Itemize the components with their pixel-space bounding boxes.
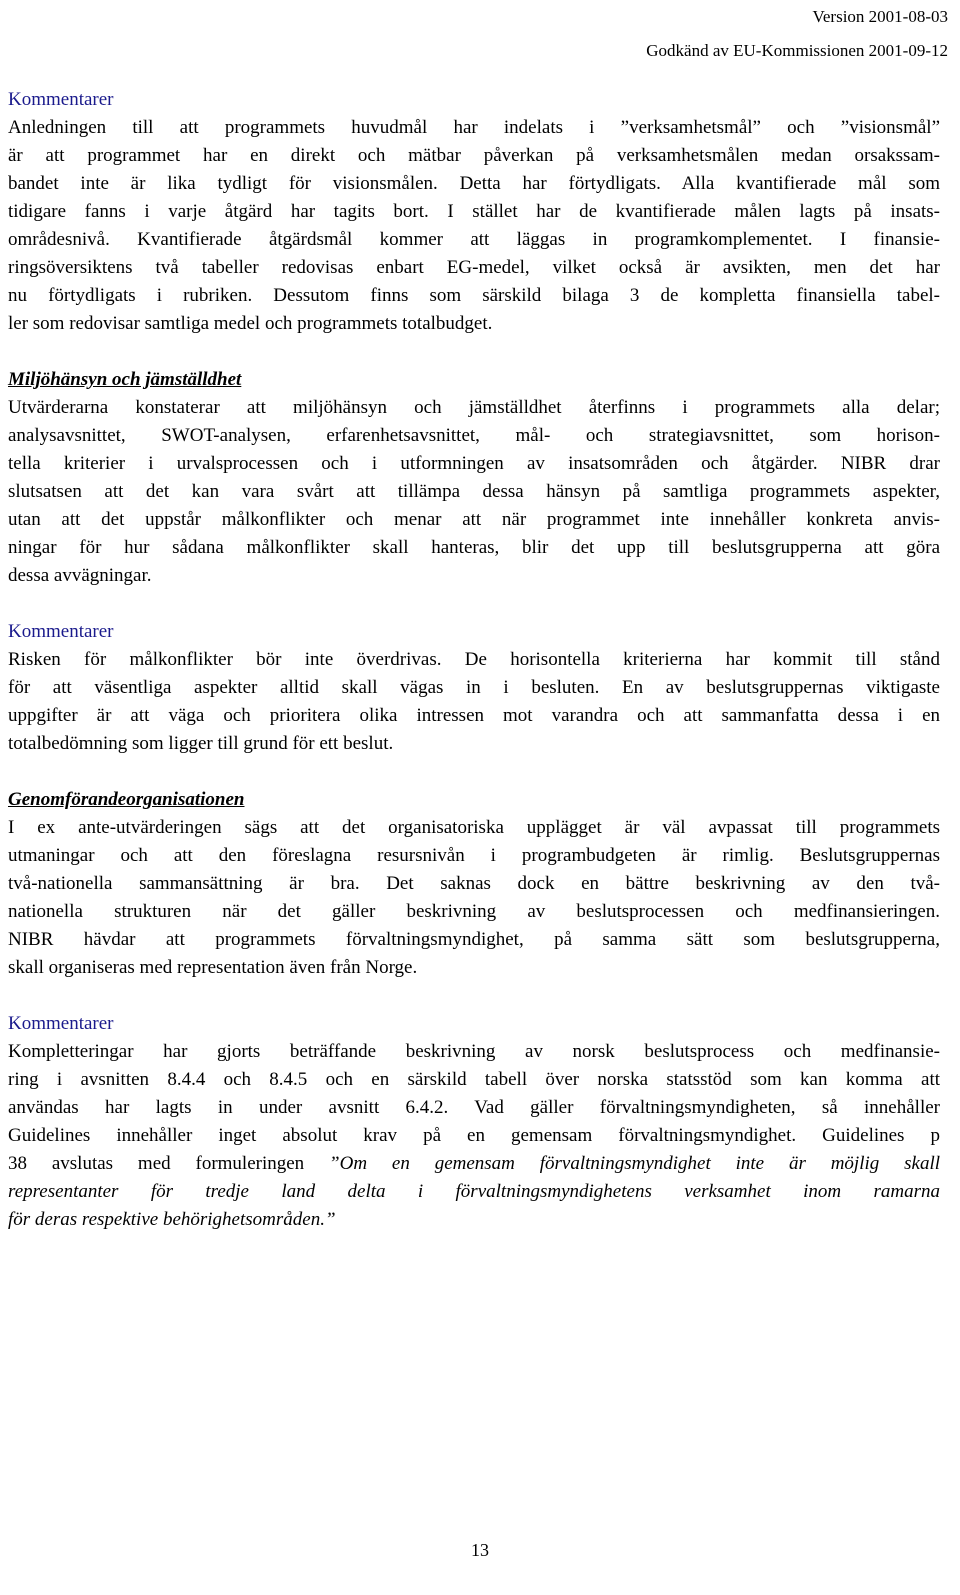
text-line: tidigare fanns i varje åtgärd har tagits bort. I stället har de kvantifierade målen lagts på insats- [8, 201, 940, 222]
comments-section-2 [8, 618, 940, 758]
text-line: bandet inte är lika tydligt för visionsmålen. Detta har förtydligats. Alla kvantifierade mål som [8, 173, 940, 194]
text-line: ningar för hur sådana målkonflikter skall hanteras, blir det upp till beslutsgrupperna att göra [8, 537, 940, 558]
text-line: är att programmet har en direkt och mätbar påverkan på verksamhetsmålen medan orsakssam- [8, 145, 940, 166]
text-line: Guidelines innehåller inget absolut krav på en gemensam förvaltningsmyndighet. Guidelines p [8, 1125, 940, 1146]
comments-section-3 [8, 1010, 940, 1234]
text-line: tella kriterier i urvalsprocessen och i utformningen av insatsområden och åtgärder. NIBR drar [8, 453, 940, 474]
text-line: Kompletteringar har gjorts beträffande beskrivning av norsk beslutsprocess och medfinansie- [8, 1041, 940, 1062]
comments-label: Kommentarer [8, 1013, 114, 1034]
quote-line: för deras respektive behörighetsområden.” [8, 1209, 336, 1230]
text-line: för att väsentliga aspekter alltid skall vägas in i besluten. En av beslutsgruppernas viktigaste [8, 677, 940, 698]
page-header [646, 0, 948, 68]
comments-label: Kommentarer [8, 89, 114, 110]
text-line: två-nationella sammansättning är bra. Det saknas dock en bättre beskrivning av den två- [8, 873, 940, 894]
version-text: Version 2001-08-03 [812, 7, 948, 26]
text-line: uppgifter är att väga och prioritera olika intressen mot varandra och att sammanfatta dessa i en [8, 705, 940, 726]
text-line: utmaningar och att den föreslagna resursnivån i programbudgeten är rimlig. Beslutsgruppernas [8, 845, 940, 866]
document-body [8, 86, 940, 1234]
text-line: nationella strukturen när det gäller beskrivning av beslutsprocessen och medfinansieringen. [8, 901, 940, 922]
section-heading: Miljöhänsyn och jämställdhet [8, 369, 242, 390]
text-line [8, 1150, 940, 1178]
text-line: användas har lagts in under avsnitt 6.4.2. Vad gäller förvaltningsmyndigheten, så innehåller [8, 1097, 940, 1118]
implementation-organisation-section [8, 786, 940, 982]
page-number: 13 [471, 1540, 489, 1560]
text-line: ring i avsnitten 8.4.4 och 8.4.5 och en särskild tabell över norska statsstöd som kan komma att [8, 1069, 940, 1090]
comments-section-1 [8, 86, 940, 338]
text-line: ler som redovisar samtliga medel och programmets totalbudget. [8, 313, 493, 334]
text-line: I ex ante-utvärderingen sägs att det organisatoriska upplägget är väl avpassat till programmets [8, 817, 940, 838]
text-fragment: 38 avslutas med formuleringen [8, 1153, 330, 1174]
text-line: NIBR hävdar att programmets förvaltningsmyndighet, på samma sätt som beslutsgrupperna, [8, 929, 940, 950]
text-line: slutsatsen att det kan vara svårt att tillämpa dessa hänsyn på samtliga programmets aspekter, [8, 481, 940, 502]
quote-fragment: ”Om en gemensam förvaltningsmyndighet inte är möjlig skall [329, 1153, 940, 1174]
text-line: analysavsnittet, SWOT-analysen, erfarenhetsavsnittet, mål- och strategiavsnittet, som horison- [8, 425, 940, 446]
text-line: utan att det uppstår målkonflikter och menar att när programmet inte innehåller konkreta anvis- [8, 509, 940, 530]
environment-equality-section [8, 366, 940, 590]
text-line: ringsöversiktens två tabeller redovisas enbart EG-medel, vilket också är avsikten, men det har [8, 257, 940, 278]
comments-label: Kommentarer [8, 621, 114, 642]
section-heading: Genomförandeorganisationen [8, 789, 245, 810]
text-line: Anledningen till att programmets huvudmål har indelats i ”verksamhetsmål” och ”visionsmål” [8, 117, 940, 138]
text-line: skall organiseras med representation även från Norge. [8, 957, 418, 978]
quote-line: representanter för tredje land delta i förvaltningsmyndighetens verksamhet inom ramarna [8, 1181, 940, 1202]
text-line: Risken för målkonflikter bör inte överdrivas. De horisontella kriterierna har kommit till stånd [8, 649, 940, 670]
approval-text: Godkänd av EU-Kommissionen 2001-09-12 [646, 41, 948, 60]
text-line: totalbedömning som ligger till grund för ett beslut. [8, 733, 394, 754]
text-line: nu förtydligats i rubriken. Dessutom finns som särskild bilaga 3 de kompletta finansiella tabel- [8, 285, 940, 306]
text-line: Utvärderarna konstaterar att miljöhänsyn och jämställdhet återfinns i programmets alla delar; [8, 397, 940, 418]
text-line: områdesnivå. Kvantifierade åtgärdsmål kommer att läggas in programkomplementet. I finansie- [8, 229, 940, 250]
text-line: dessa avvägningar. [8, 565, 152, 586]
